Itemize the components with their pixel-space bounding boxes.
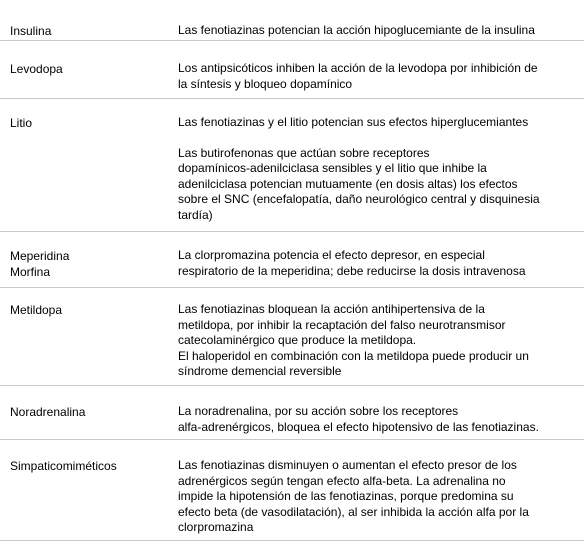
description-line: dopamínicos-adenilciclasa sensibles y el litio que inhibe la (178, 161, 487, 176)
drug-name (10, 404, 170, 420)
description-line: Las fenotiazinas bloquean la acción antihipertensiva de la (178, 302, 485, 316)
description-line: La clorpromazina potencia el efecto depresor, en especial (178, 248, 485, 262)
drug-name (10, 248, 170, 280)
description-line: Las butirofenonas que actúan sobre receptores (178, 145, 430, 160)
drug-name-line: Noradrenalina (10, 405, 86, 419)
description-paragraph (178, 115, 578, 131)
interaction-description (178, 458, 578, 536)
description-line: catecolaminérgico que produce la metildopa. (178, 333, 417, 348)
description-paragraph (178, 404, 578, 435)
description-line: sobre el SNC (encefalopatía, daño neurológico central y disquinesia (178, 192, 540, 207)
description-line: Las fenotiazinas y el litio potencian sus efectos hiperglucemiantes (178, 115, 529, 129)
description-line: efecto beta (de vasodilatación), al ser inhibida la acción alfa por la (178, 504, 529, 519)
description-line: adrenérgicos según tengan efecto alfa-beta. La adrenalina no (178, 473, 506, 488)
description-paragraph (178, 302, 578, 380)
description-line: adenilciclasa potencian mutuamente (en dosis altas) los efectos (178, 176, 518, 191)
description-line: tardía) (178, 207, 213, 222)
drug-name (10, 23, 170, 39)
description-line: Los antipsicóticos inhiben la acción de la levodopa por inhibición de (178, 61, 538, 75)
interaction-description (178, 61, 578, 92)
description-paragraph (178, 23, 578, 39)
drug-name (10, 115, 170, 131)
description-paragraph (178, 146, 578, 224)
drug-name-line: Insulina (10, 24, 52, 38)
description-line: alfa-adrenérgicos, bloquea el efecto hipotensivo de las fenotiazinas. (178, 419, 539, 434)
description-line: síndrome demencial reversible (178, 364, 342, 379)
description-line: Las fenotiazinas potencian la acción hipoglucemiante de la insulina (178, 23, 535, 37)
drug-name (10, 61, 170, 77)
row-separator (0, 98, 584, 99)
description-line: respiratorio de la meperidina; debe reducirse la dosis intravenosa (178, 263, 526, 278)
description-line: La noradrenalina, por su acción sobre los receptores (178, 404, 459, 418)
interaction-description (178, 302, 578, 380)
drug-name-line: Litio (10, 116, 33, 130)
row-separator (0, 287, 584, 288)
row-separator (0, 40, 584, 41)
drug-name-line: Levodopa (10, 62, 63, 76)
row-separator (0, 439, 584, 440)
description-line: clorpromazina (178, 520, 254, 535)
description-line: la síntesis y bloqueo dopamínico (178, 76, 353, 91)
description-paragraph (178, 61, 578, 92)
description-line: metildopa, por inhibir la recaptación del falso neurotransmisor (178, 317, 506, 332)
drug-name (10, 302, 170, 318)
drug-name-line: Simpaticomiméticos (10, 459, 117, 473)
row-separator (0, 385, 584, 386)
drug-name-line: Metildopa (10, 303, 63, 317)
interaction-description (178, 248, 578, 279)
description-paragraph (178, 248, 578, 279)
interaction-description (178, 23, 578, 39)
row-separator (0, 540, 584, 541)
interaction-description (178, 404, 578, 435)
drug-name-line: Meperidina (10, 249, 70, 263)
interaction-description (178, 115, 578, 224)
row-separator (0, 231, 584, 232)
description-line: impide la hipotensión de las fenotiazinas, porque predomina su (178, 489, 514, 504)
drug-name (10, 458, 170, 474)
drug-name-line: Morfina (10, 265, 51, 279)
description-line: El haloperidol en combinación con la metildopa puede producir un (178, 348, 529, 363)
description-line: Las fenotiazinas disminuyen o aumentan el efecto presor de los (178, 458, 517, 472)
description-paragraph (178, 458, 578, 536)
